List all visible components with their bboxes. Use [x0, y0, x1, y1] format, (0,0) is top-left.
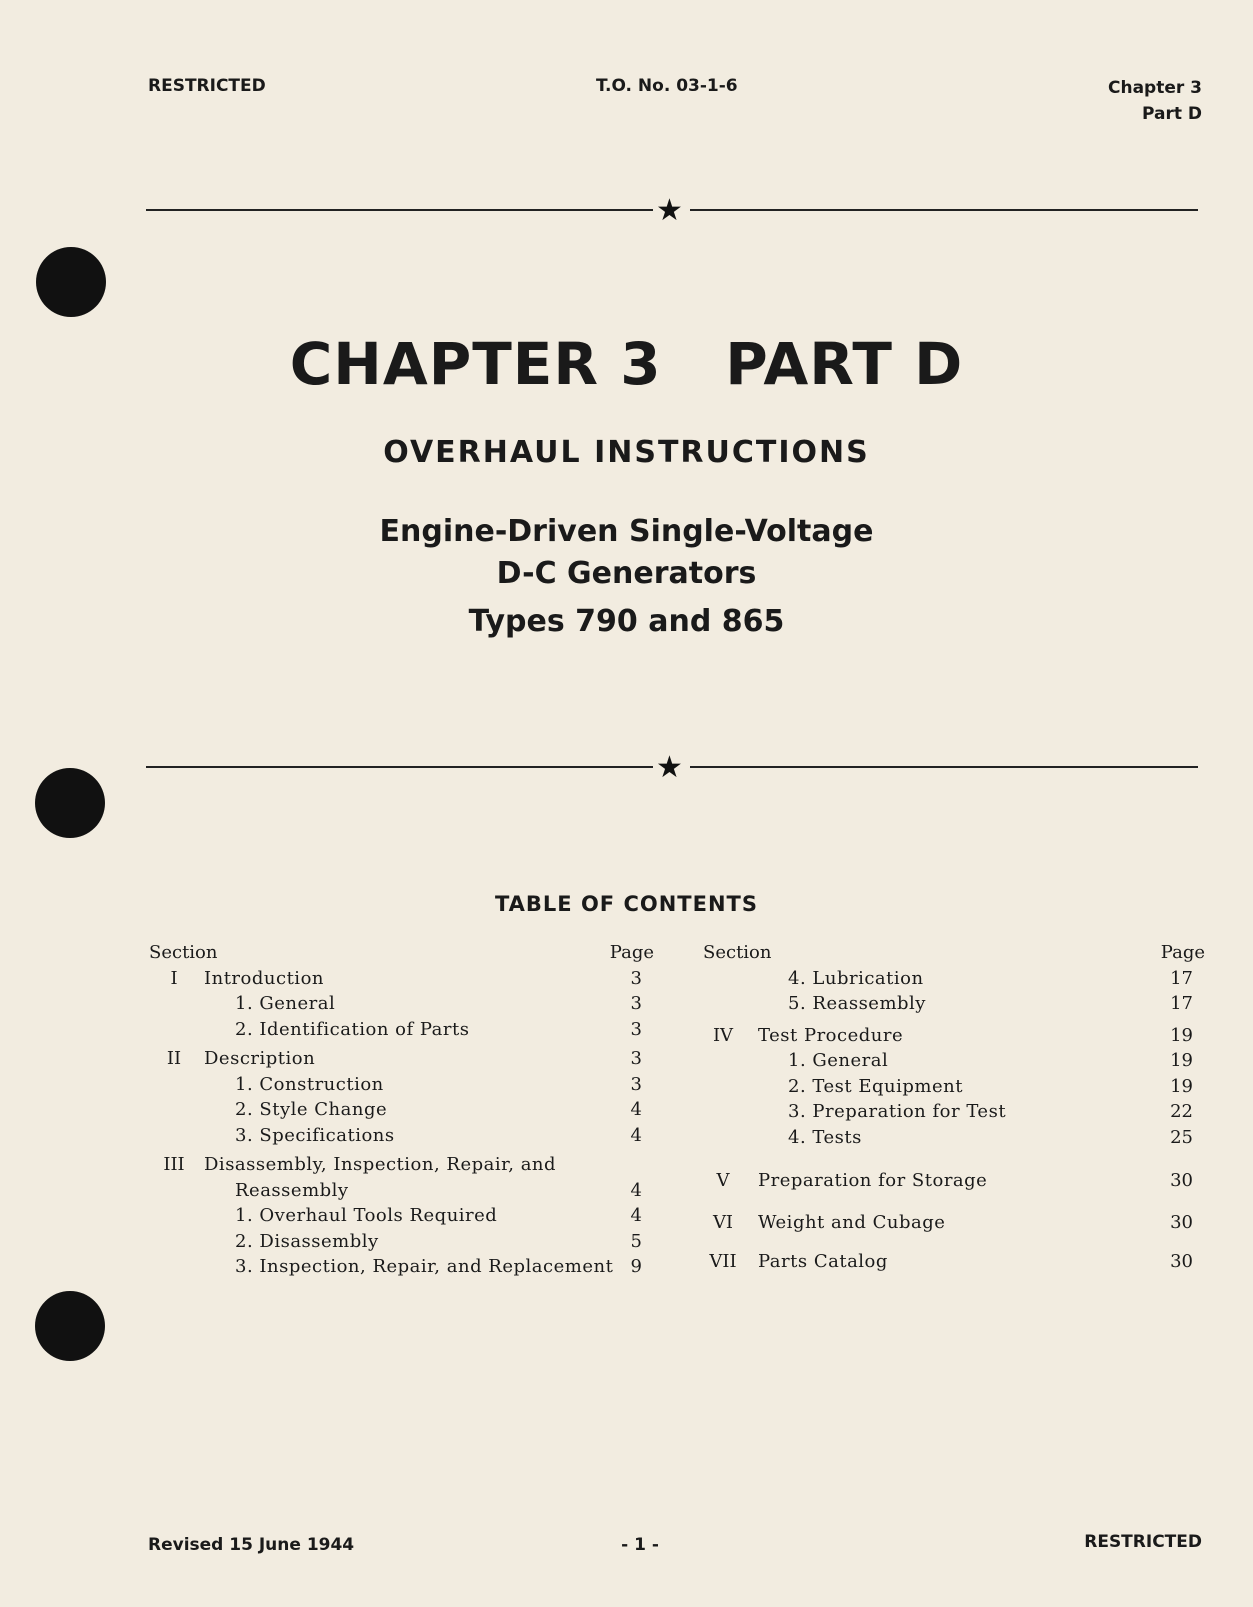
toc-entry-label: 1. General [788, 1050, 889, 1071]
toc-entry-label: Introduction [204, 967, 324, 989]
toc-entry [149, 1254, 654, 1280]
toc-entry [149, 966, 654, 992]
middle-rule-right [690, 766, 1198, 768]
toc-entry [149, 991, 654, 1017]
chapter-title: CHAPTER 3 PART D [289, 330, 964, 398]
toc-section-number: I [170, 967, 178, 989]
toc-entry [703, 966, 1205, 992]
middle-rule-left [146, 766, 653, 768]
toc-entry [149, 1203, 654, 1229]
toc-entry [703, 1125, 1205, 1151]
toc-entry-label: 1. General [235, 993, 336, 1014]
toc-section-number: VII [709, 1251, 737, 1272]
toc-page-number: 30 [1170, 1170, 1193, 1191]
toc-entry [703, 1048, 1205, 1074]
toc-page-number: 22 [1170, 1101, 1193, 1122]
toc-page-number: 19 [1170, 1050, 1193, 1071]
top-rule-left [146, 209, 653, 211]
header-part: Part D [1141, 104, 1202, 124]
toc-entry-label: Weight and Cubage [758, 1211, 946, 1233]
binder-hole-middle [35, 768, 105, 838]
toc-entry-label: 2. Style Change [235, 1099, 388, 1120]
toc-page-number: 19 [1170, 1024, 1193, 1046]
toc-section-number: II [166, 1048, 182, 1069]
toc-entry-label: Reassembly [235, 1179, 349, 1201]
header-restricted: RESTRICTED [148, 76, 266, 96]
toc-entry-label: Test Procedure [758, 1024, 904, 1046]
toc-entry-label: 3. Inspection, Repair, and Replacement [235, 1256, 614, 1277]
toc-entry-label: 5. Reassembly [788, 993, 926, 1014]
toc-section-number: V [716, 1170, 730, 1191]
chapter-subtitle: OVERHAUL INSTRUCTIONS [383, 435, 870, 470]
toc-page-number: 4 [630, 1099, 642, 1120]
toc-page-number: 30 [1170, 1211, 1193, 1233]
toc-entry [149, 1123, 654, 1149]
toc-page-number: 3 [630, 993, 642, 1014]
toc-entry-label: 2. Disassembly [235, 1230, 379, 1252]
toc-page-number: 3 [630, 1048, 642, 1069]
top-star-icon: ★ [656, 193, 683, 228]
toc-entry [149, 1152, 654, 1178]
toc-entry [149, 1046, 654, 1072]
toc-entry [149, 1229, 654, 1255]
toc-page-label: Page [609, 942, 654, 963]
toc-page-number: 25 [1170, 1126, 1193, 1148]
toc-page-number: 9 [630, 1256, 642, 1277]
footer-restricted: RESTRICTED [1084, 1532, 1202, 1552]
toc-entry [703, 1074, 1205, 1100]
toc-entry [703, 1023, 1205, 1049]
toc-entry [703, 1099, 1205, 1125]
toc-left-column [149, 940, 654, 1280]
toc-section-number: IV [712, 1024, 734, 1046]
top-rule-right [690, 209, 1198, 211]
toc-heading: TABLE OF CONTENTS [494, 892, 759, 916]
toc-section-number: III [163, 1154, 185, 1175]
toc-entry-label: 2. Identification of Parts [235, 1018, 470, 1040]
toc-page-number: 19 [1170, 1075, 1193, 1097]
title-line-2: D-C Generators [496, 556, 757, 591]
toc-entry-label: Description [204, 1048, 316, 1069]
toc-entry [149, 1072, 654, 1098]
toc-entry-label: 3. Specifications [235, 1124, 395, 1146]
header-to-number: T.O. No. 03-1-6 [596, 76, 738, 96]
toc-entry-label: Disassembly, Inspection, Repair, and [204, 1154, 557, 1175]
toc-entry [703, 1249, 1205, 1275]
toc-entry-label: 4. Tests [788, 1126, 862, 1148]
toc-entry-label: Preparation for Storage [758, 1170, 988, 1191]
middle-star-icon: ★ [656, 750, 683, 785]
toc-left-header [149, 940, 654, 966]
toc-entry-label: 1. Construction [235, 1073, 384, 1095]
toc-right-header [703, 940, 1205, 966]
toc-page-number: 17 [1170, 993, 1193, 1014]
title-line-1: Engine-Driven Single-Voltage [379, 514, 874, 549]
toc-entry [703, 991, 1205, 1017]
footer-page-number: - 1 - [621, 1535, 659, 1555]
toc-page-number: 17 [1170, 967, 1193, 989]
toc-right-column [703, 940, 1205, 1275]
toc-section-label: Section [703, 942, 772, 963]
toc-page-number: 4 [630, 1205, 642, 1226]
toc-entry-label: 3. Preparation for Test [788, 1101, 1007, 1122]
title-line-3: Types 790 and 865 [468, 604, 785, 639]
toc-entry [703, 1210, 1205, 1236]
toc-page-number: 3 [630, 1073, 642, 1095]
binder-hole-bottom [35, 1291, 105, 1361]
toc-entry [149, 1178, 654, 1204]
toc-page-number: 4 [630, 1124, 642, 1146]
toc-entry-label: 1. Overhaul Tools Required [235, 1205, 498, 1226]
header-chapter: Chapter 3 [1107, 78, 1202, 98]
toc-page-number: 3 [630, 1018, 642, 1040]
toc-page-number: 3 [630, 967, 642, 989]
toc-section-number: VI [712, 1211, 734, 1233]
toc-entry [149, 1017, 654, 1043]
toc-entry-label: 2. Test Equipment [788, 1075, 963, 1097]
toc-page-number: 30 [1170, 1251, 1193, 1272]
binder-hole-top [36, 247, 106, 317]
toc-page-label: Page [1160, 942, 1205, 963]
toc-entry [149, 1097, 654, 1123]
toc-entry-label: 4. Lubrication [788, 967, 924, 989]
toc-page-number: 5 [630, 1230, 642, 1252]
toc-section-label: Section [149, 942, 218, 963]
toc-entry-label: Parts Catalog [758, 1251, 888, 1272]
toc-entry [703, 1168, 1205, 1194]
toc-page-number: 4 [630, 1179, 642, 1201]
footer-revised-date: Revised 15 June 1944 [148, 1535, 355, 1555]
